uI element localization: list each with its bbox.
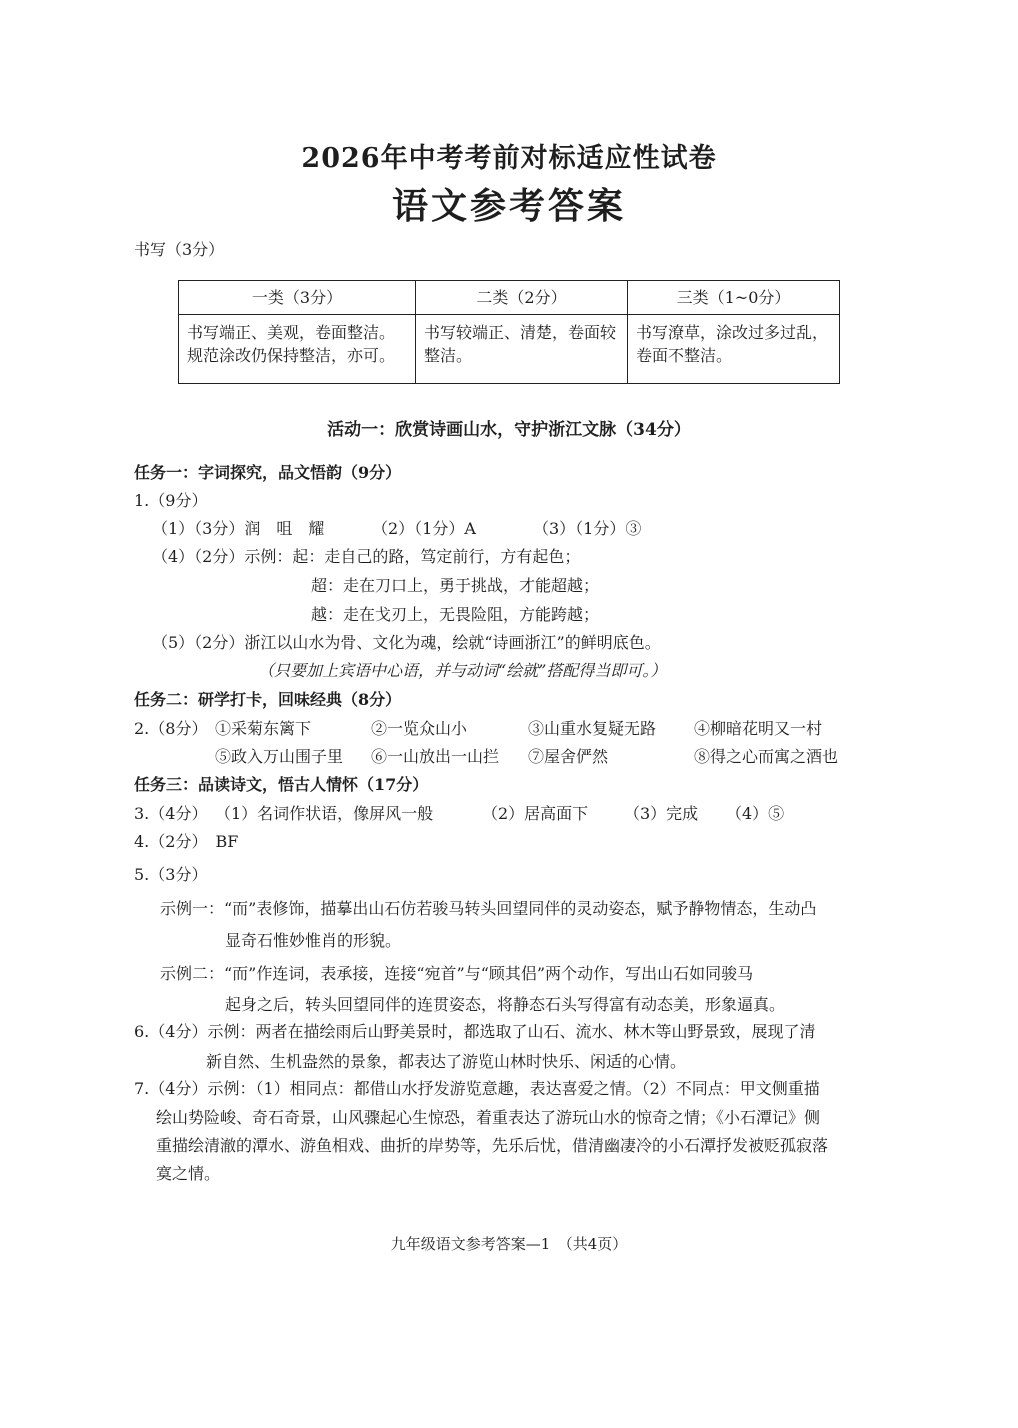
q1-label: 1.（9分） xyxy=(134,491,208,510)
q1-1: （1）（3分）润 咀 耀 xyxy=(152,519,325,538)
q3-item: （3）完成 xyxy=(624,804,699,823)
q1-2: （2）（1分）A xyxy=(372,519,476,538)
writing-score-table xyxy=(178,280,840,384)
q4: 4.（2分） BF xyxy=(134,832,239,851)
q5-example2-cont: 起身之后，转头回望同伴的连贯姿态，将静态石头写得富有动态美，形象逼真。 xyxy=(225,995,786,1014)
q6: 6.（4分）示例：两者在描绘雨后山野美景时，都选取了山石、流水、林木等山野景致，展现了清 xyxy=(134,1022,816,1041)
task3-title: 任务三：品读诗文，悟古人情怀（17分） xyxy=(134,775,429,794)
q3-item: （2）居高面下 xyxy=(482,804,589,823)
q3-label: 3.（4分） xyxy=(134,804,208,823)
q5-example1: 示例一：“而”表修饰，描摹出山石仿若骏马转头回望同伴的灵动姿态，赋予静物情态，生动凸 xyxy=(160,899,817,918)
table-header-row xyxy=(179,281,840,315)
q2-item: ①采菊东篱下 xyxy=(215,719,312,738)
q1-4c: 越：走在戈刃上，无畏险阻，方能跨越； xyxy=(311,605,600,624)
table-cell: 书写较端正、清楚，卷面较整洁。 xyxy=(416,315,628,384)
q1-3: （3）（1分）③ xyxy=(533,519,642,538)
q3-item: （1）名词作状语，像屏风一般 xyxy=(215,804,434,823)
activity-title: 活动一：欣赏诗画山水，守护浙江文脉（34分） xyxy=(327,420,691,440)
q6-cont: 新自然、生机盎然的景象，都表达了游览山林时快乐、闲适的心情。 xyxy=(206,1052,687,1071)
q2-item: ③山重水复疑无路 xyxy=(528,719,657,738)
q7: 7.（4分）示例：（1）相同点：都借山水抒发游览意趣，表达喜爱之情。（2）不同点：甲文侧重描 xyxy=(134,1079,820,1098)
table-cell: 书写端正、美观，卷面整洁。规范涂改仍保持整洁，亦可。 xyxy=(179,315,416,384)
task2-title: 任务二：研学打卡，回味经典（8分） xyxy=(134,690,402,709)
table-header-cell: 一类（3分） xyxy=(179,281,416,315)
q2-item: ⑦屋舍俨然 xyxy=(528,747,609,766)
q7-cont3: 寞之情。 xyxy=(156,1164,221,1183)
q2-item: ⑧得之心而寓之酒也 xyxy=(694,747,839,766)
page-footer: 九年级语文参考答案—1 （共4页） xyxy=(390,1235,628,1253)
q2-item: ⑥一山放出一山拦 xyxy=(371,747,500,766)
answer-key-title: 语文参考答案 xyxy=(391,185,626,227)
q5-example1-cont: 显奇石惟妙惟肖的形貌。 xyxy=(225,931,402,950)
q3-item: （4）⑤ xyxy=(726,804,785,823)
table-cell: 书写潦草，涂改过多过乱，卷面不整洁。 xyxy=(628,315,840,384)
writing-label: 书写（3分） xyxy=(134,240,225,259)
q5-label: 5.（3分） xyxy=(134,865,208,884)
q2-item: ⑤政入万山围子里 xyxy=(215,747,344,766)
q2-label: 2.（8分） xyxy=(134,719,208,738)
q1-5: （5）（2分）浙江以山水为骨、文化为魂，绘就“诗画浙江”的鲜明底色。 xyxy=(152,633,661,652)
q5-example2: 示例二：“而”作连词，表承接，连接“宛首”与“顾其侣”两个动作，写出山石如同骏马 xyxy=(160,964,754,983)
table-row xyxy=(179,315,840,384)
q1-4b: 超：走在刀口上，勇于挑战，才能超越； xyxy=(311,576,600,595)
q2-item: ④柳暗花明又一村 xyxy=(694,719,823,738)
task1-title: 任务一：字词探究，品文悟韵（9分） xyxy=(134,463,402,482)
exam-title: 2026年中考考前对标适应性试卷 xyxy=(301,143,717,174)
q1-4a: （4）（2分）示例：起：走自己的路，笃定前行，方有起色； xyxy=(152,547,581,566)
q7-cont2: 重描绘清澈的潭水、游鱼相戏、曲折的岸势等，先乐后忧，借清幽凄冷的小石潭抒发被贬孤寂落 xyxy=(156,1136,829,1155)
q7-cont1: 绘山势险峻、奇石奇景，山风骤起心生惊恐，着重表达了游玩山水的惊奇之情；《小石潭记》侧 xyxy=(156,1108,821,1127)
q2-item: ②一览众山小 xyxy=(371,719,468,738)
table-header-cell: 三类（1~0分） xyxy=(628,281,840,315)
q1-5-note: （只要加上宾语中心语，并与动词“绘就”搭配得当即可。） xyxy=(258,661,667,680)
table-header-cell: 二类（2分） xyxy=(416,281,628,315)
